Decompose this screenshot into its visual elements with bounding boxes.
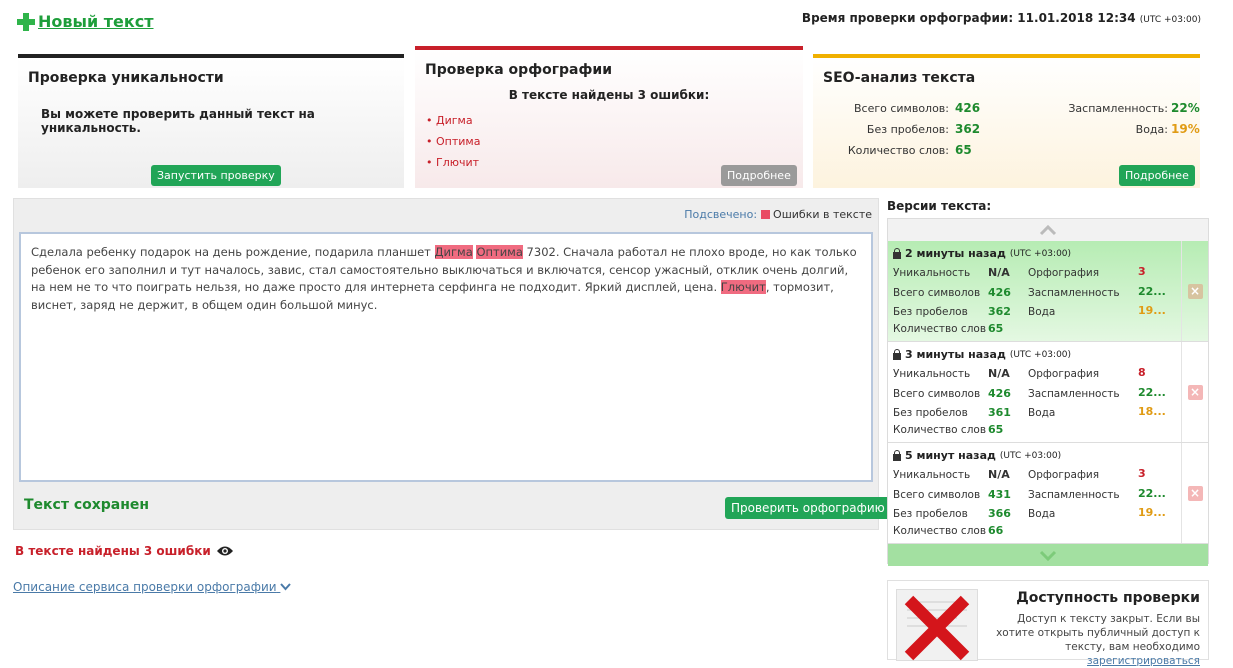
text-segment: Сделала ребенку подарок на день рождение, подарила планшет (31, 245, 435, 259)
seo-water-label: Вода: (1135, 123, 1168, 136)
version-uniq-label: Уникальность (893, 368, 971, 380)
version-tz: (UTC +03:00) (1009, 248, 1072, 259)
text-editor[interactable] (19, 232, 873, 482)
locked-document-icon (896, 589, 978, 661)
highlight-legend (684, 208, 872, 221)
spelling-error-item[interactable]: • Оптима (426, 135, 481, 148)
versions-scroll-down[interactable] (888, 544, 1208, 566)
found-errors (15, 544, 234, 558)
version-nospace-label: Без пробелов (893, 407, 968, 419)
version-nospace-label: Без пробелов (893, 508, 968, 520)
description-link[interactable] (13, 580, 291, 594)
delete-version-button[interactable] (1181, 241, 1208, 341)
error-highlight[interactable]: Оптима (476, 245, 523, 259)
spellcheck-time-label: Время проверки орфографии: 11.01.2018 12:34 (801, 11, 1136, 25)
version-nospace-value: 362 (988, 305, 1011, 318)
spelling-error-item[interactable]: • Глючит (426, 156, 480, 169)
access-text-body: Доступ к тексту закрыт. Если вы хотите открыть публичный доступ к тексту, вам необходимо (996, 613, 1200, 653)
close-icon: × (1188, 486, 1203, 501)
version-tz: (UTC +03:00) (1009, 349, 1072, 360)
spelling-details-button[interactable]: Подробнее (721, 165, 797, 186)
seo-card (813, 54, 1200, 188)
version-spell-label: Орфография (1028, 267, 1100, 279)
version-spam-label: Заспамленность (1028, 287, 1120, 299)
version-water-value: 18... (1138, 405, 1166, 418)
seo-nospace-value: 362 (955, 122, 981, 136)
eye-icon[interactable] (216, 545, 234, 557)
version-spell-value: 3 (1138, 467, 1146, 480)
seo-words-label: Количество слов: (847, 144, 949, 157)
version-item[interactable] (888, 443, 1208, 544)
version-words-label: Количество слов (893, 323, 987, 335)
version-words-label: Количество слов (893, 525, 987, 537)
version-total-label: Всего символов (893, 489, 981, 501)
text-segment: 7302. Сначала работал не плохо вроде, но как только ребенок его заполнил и тут началось, завис, стал самостоятельно выключаться и включатся, сенсор ужасный, отклик очень долгий, на нем не то что поиграть нельзя, но даже просто для интернета серфинга не подходит. Яркий дисплей, цена. (31, 245, 857, 294)
version-total-value: 426 (988, 387, 1011, 400)
version-spam-label: Заспамленность (1028, 489, 1120, 501)
version-item[interactable] (888, 241, 1208, 342)
version-words-value: 66 (988, 524, 1004, 537)
error-highlight[interactable]: Глючит (720, 280, 766, 294)
version-spam-value: 22... (1138, 487, 1166, 500)
versions-list (887, 218, 1209, 564)
version-spam-value: 22... (1138, 386, 1166, 399)
version-nospace-value: 366 (988, 507, 1011, 520)
version-total-value: 426 (988, 286, 1011, 299)
seo-total-label: Всего символов: (853, 102, 949, 115)
spelling-title: Проверка орфографии (425, 62, 612, 78)
new-text-link[interactable] (17, 12, 154, 31)
spellcheck-time (802, 11, 1201, 25)
version-time: 2 минуты назад (905, 247, 1006, 260)
version-header (893, 449, 1061, 462)
seo-words-value: 65 (955, 143, 972, 157)
lock-icon (893, 252, 901, 259)
version-water-label: Вода (1028, 306, 1056, 318)
uniqueness-title: Проверка уникальности (28, 70, 224, 86)
description-link-text: Описание сервиса проверки орфографии (13, 580, 277, 594)
lock-icon (893, 454, 901, 461)
delete-version-button[interactable] (1181, 342, 1208, 442)
version-nospace-value: 361 (988, 406, 1011, 419)
version-water-value: 19... (1138, 304, 1166, 317)
version-words-value: 65 (988, 322, 1004, 335)
version-total-label: Всего символов (893, 287, 981, 299)
plus-icon (17, 13, 35, 31)
version-uniq-label: Уникальность (893, 267, 971, 279)
version-words-label: Количество слов (893, 424, 987, 436)
version-words-value: 65 (988, 423, 1004, 436)
version-uniq-value: N/A (988, 367, 1010, 380)
new-text-label: Новый текст (38, 12, 154, 31)
version-water-label: Вода (1028, 508, 1056, 520)
seo-water-value: 19% (1171, 122, 1200, 136)
version-header (893, 348, 1071, 361)
access-box (887, 580, 1209, 667)
seo-total-value: 426 (955, 101, 981, 115)
access-title: Доступность проверки (1016, 590, 1200, 606)
close-icon: × (1188, 284, 1203, 299)
lock-icon (893, 353, 901, 360)
version-item[interactable] (888, 342, 1208, 443)
version-uniq-value: N/A (988, 266, 1010, 279)
access-text (980, 612, 1200, 668)
version-spell-label: Орфография (1028, 469, 1100, 481)
chevron-down-icon (280, 583, 291, 591)
seo-spam-label: Заспамленность: (1068, 102, 1168, 115)
found-errors-text: В тексте найдены 3 ошибки (15, 544, 211, 558)
version-spam-value: 22... (1138, 285, 1166, 298)
text-segment: , тормозит, виснет, заряд не держит, в общем один большой минус. (31, 280, 834, 312)
versions-title: Версии текста: (887, 199, 992, 213)
legend-label: Подсвечено: (684, 208, 758, 221)
seo-title: SEO-анализ текста (823, 70, 976, 86)
uniqueness-text: Вы можете проверить данный текст на уникальность. (41, 107, 315, 135)
delete-version-button[interactable] (1181, 443, 1208, 543)
version-time: 3 минуты назад (905, 348, 1006, 361)
legend-swatch (761, 210, 770, 219)
saved-status: Текст сохранен (24, 497, 150, 513)
spelling-error-word: Глючит (436, 156, 480, 169)
spelling-error-item[interactable]: • Дигма (426, 114, 473, 127)
version-water-label: Вода (1028, 407, 1056, 419)
version-spell-value: 8 (1138, 366, 1146, 379)
chevron-up-icon (1040, 226, 1056, 235)
seo-details-button[interactable]: Подробнее (1119, 165, 1195, 186)
seo-spam-value: 22% (1171, 101, 1200, 115)
version-spell-label: Орфография (1028, 368, 1100, 380)
start-check-button[interactable]: Запустить проверку (151, 165, 281, 186)
version-spam-label: Заспамленность (1028, 388, 1120, 400)
version-uniq-label: Уникальность (893, 469, 971, 481)
close-icon: × (1188, 385, 1203, 400)
version-total-label: Всего символов (893, 388, 981, 400)
seo-nospace-label: Без пробелов: (866, 123, 949, 136)
register-link[interactable]: зарегистрироваться (1087, 655, 1200, 667)
versions-scroll-up[interactable] (888, 219, 1208, 241)
version-uniq-value: N/A (988, 468, 1010, 481)
spelling-error-word: Дигма (436, 114, 473, 127)
version-nospace-label: Без пробелов (893, 306, 968, 318)
spelling-found-text: В тексте найдены 3 ошибки: (508, 88, 710, 102)
version-water-value: 19... (1138, 506, 1166, 519)
legend-text: Ошибки в тексте (773, 208, 872, 221)
error-highlight[interactable]: Дигма (434, 245, 473, 259)
check-spelling-button[interactable]: Проверить орфографию (725, 497, 891, 519)
version-tz: (UTC +03:00) (999, 450, 1062, 461)
uniqueness-card (18, 54, 404, 188)
spelling-card (415, 46, 803, 188)
spellcheck-time-tz: (UTC +03:00) (1139, 15, 1201, 25)
spelling-error-word: Оптима (436, 135, 481, 148)
version-total-value: 431 (988, 488, 1011, 501)
chevron-down-icon (1040, 551, 1056, 560)
version-time: 5 минут назад (905, 449, 996, 462)
version-header (893, 247, 1071, 260)
version-spell-value: 3 (1138, 265, 1146, 278)
